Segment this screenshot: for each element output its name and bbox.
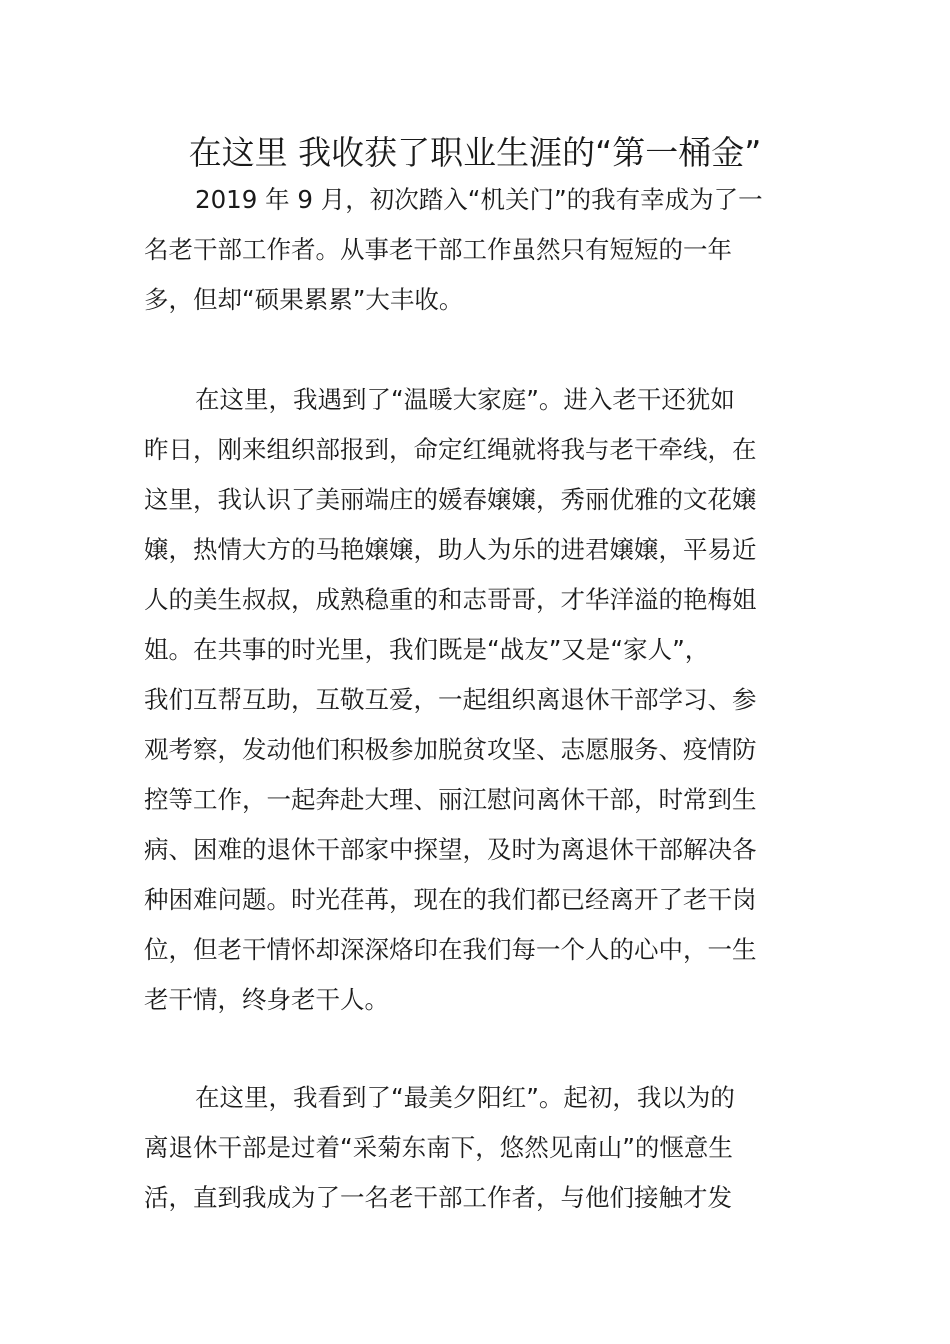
paragraph-line: 位，但老干情怀却深深烙印在我们每一个人的心中，一生 [144, 935, 757, 964]
paragraph-line: 多，但却“硕果累累”大丰收。 [144, 285, 464, 314]
paragraph-line: 这里，我认识了美丽端庄的媛春嬢嬢，秀丽优雅的文花嬢 [144, 485, 757, 514]
paragraph-line: 观考察，发动他们积极参加脱贫攻坚、志愿服务、疫情防 [144, 735, 757, 764]
paragraph-line: 昨日，刚来组织部报到，命定红绳就将我与老干牵线，在 [144, 435, 757, 464]
paragraph-line: 离退休干部是过着“采菊东南下，悠然见南山”的惬意生 [144, 1133, 733, 1162]
paragraph-line: 活，直到我成为了一名老干部工作者，与他们接触才发 [144, 1183, 732, 1212]
paragraph-line: 种困难问题。时光荏苒，现在的我们都已经离开了老干岗 [144, 885, 757, 914]
paragraph-line: 人的美生叔叔，成熟稳重的和志哥哥，才华洋溢的艳梅姐 [144, 585, 757, 614]
paragraph-line: 我们互帮互助，互敬互爱，一起组织离退休干部学习、参 [144, 685, 757, 714]
paragraph-line: 2019 年 9 月，初次踏入“机关门”的我有幸成为了一 [195, 185, 763, 214]
paragraph-line: 在这里，我看到了“最美夕阳红”。起初，我以为的 [195, 1083, 735, 1112]
paragraph-line: 控等工作，一起奔赴大理、丽江慰问离休干部，时常到生 [144, 785, 757, 814]
paragraph-line: 姐。在共事的时光里，我们既是“战友”又是“家人”， [144, 635, 710, 664]
paragraph-line: 病、困难的退休干部家中探望，及时为离退休干部解决各 [144, 835, 757, 864]
document-title: 在这里 我收获了职业生涯的“第一桶金” [188, 133, 762, 172]
paragraph-line: 名老干部工作者。从事老干部工作虽然只有短短的一年 [144, 235, 732, 264]
paragraph-line: 嬢，热情大方的马艳嬢嬢，助人为乐的进君嬢嬢，平易近 [144, 535, 757, 564]
paragraph-line: 老干情，终身老干人。 [144, 985, 389, 1014]
paragraph-line: 在这里，我遇到了“温暖大家庭”。进入老干还犹如 [195, 385, 735, 414]
